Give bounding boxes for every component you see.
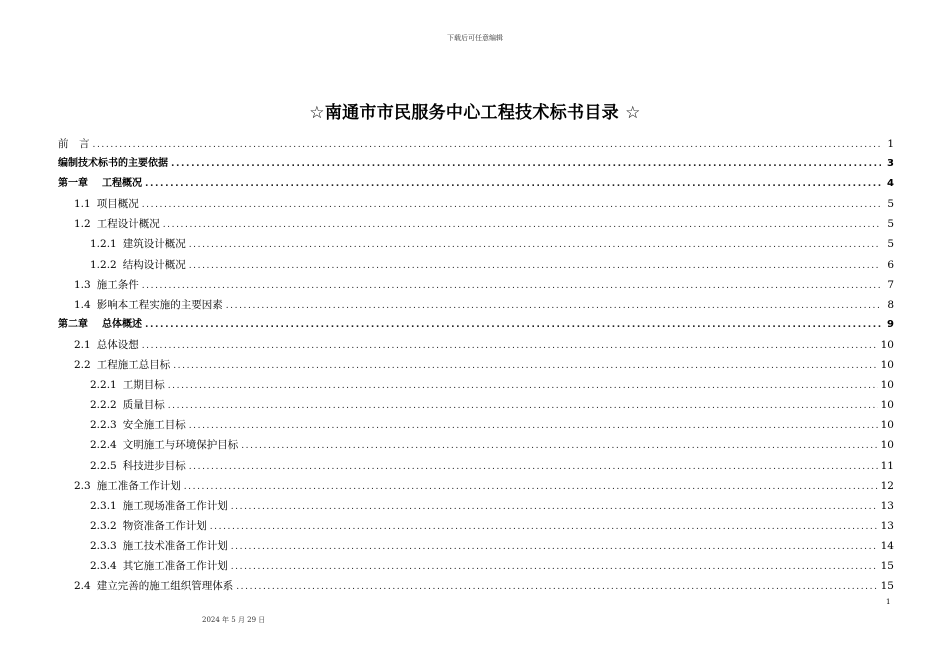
toc-entry-number: 1.2: [74, 218, 91, 231]
toc-entry-label: 质量目标: [122, 399, 165, 412]
header-note: 下载后可任意编辑: [447, 34, 503, 42]
toc-dot-leader: [145, 315, 881, 335]
toc-entry-page: 9: [887, 318, 894, 330]
toc-entry-number: 2.3: [74, 479, 91, 492]
toc-entry-page: 3: [887, 158, 894, 170]
toc-dot-leader: [163, 215, 881, 235]
toc-entry-label: 工程施工总目标: [96, 359, 171, 372]
toc-entry-label: 其它施工准备工作计划: [122, 559, 228, 572]
toc-entry-label: 工期目标: [122, 379, 165, 392]
toc-entry-number: 2.2.2: [90, 399, 117, 412]
toc-entry-number: 1.1: [74, 198, 91, 211]
toc-entry[interactable]: [58, 476, 894, 496]
toc-dot-leader: [189, 457, 878, 477]
toc-entry-page: 14: [880, 539, 894, 552]
toc-entry-number: 第二章: [58, 318, 88, 330]
toc-entry-page: 11: [880, 459, 894, 472]
toc-entry[interactable]: [58, 255, 894, 275]
toc-dot-leader: [171, 154, 881, 174]
toc-entry-label: 建立完善的施工组织管理体系: [96, 580, 234, 593]
toc-entry[interactable]: [58, 415, 894, 435]
toc-entry-page: 7: [887, 278, 894, 291]
toc-dot-leader: [168, 396, 878, 416]
document-title: ☆南通市市民服务中心工程技术标书目录 ☆: [309, 103, 641, 123]
toc-entry-label: 项目概况: [96, 198, 139, 211]
toc-entry-page: 5: [887, 218, 894, 231]
toc-entry-number: 1.2.1: [90, 238, 117, 251]
toc-entry-page: 10: [880, 379, 894, 392]
toc-entry[interactable]: [58, 456, 894, 476]
toc-entry[interactable]: [58, 375, 894, 395]
page-number: 1: [886, 598, 891, 606]
toc-entry[interactable]: [58, 536, 894, 556]
toc-dot-leader: [231, 537, 878, 557]
toc-dot-leader: [231, 557, 878, 577]
toc-entry-label: 施工现场准备工作计划: [122, 499, 228, 512]
toc-entry[interactable]: [58, 275, 894, 295]
toc-entry[interactable]: [58, 516, 894, 536]
toc-entry[interactable]: [58, 134, 894, 154]
toc-dot-leader: [93, 135, 882, 155]
toc-entry-page: 10: [880, 338, 894, 351]
toc-entry-page: 12: [880, 479, 894, 492]
toc-entry[interactable]: [58, 435, 894, 455]
toc-entry-number: 1.4: [74, 298, 91, 311]
toc-entry-label: 工程设计概况: [96, 218, 160, 231]
toc-dot-leader: [241, 436, 877, 456]
toc-entry-label: 物资准备工作计划: [122, 519, 207, 532]
toc-entry[interactable]: [58, 335, 894, 355]
toc-entry[interactable]: [58, 234, 894, 254]
toc-dot-leader: [189, 235, 881, 255]
toc-entry-number: 2.2.4: [90, 439, 117, 452]
toc-dot-leader: [142, 276, 881, 296]
toc-entry-page: 15: [880, 559, 894, 572]
toc-entry-number: 2.2.5: [90, 459, 117, 472]
toc-entry[interactable]: [58, 395, 894, 415]
toc-entry-label: 结构设计概况: [122, 258, 186, 271]
toc-entry[interactable]: [58, 194, 894, 214]
toc-entry[interactable]: [58, 576, 894, 596]
toc-entry-number: 2.2.1: [90, 379, 117, 392]
toc-dot-leader: [236, 577, 877, 597]
toc-entry[interactable]: [58, 556, 894, 576]
toc-dot-leader: [145, 174, 881, 194]
toc-entry-page: 10: [880, 399, 894, 412]
toc-entry-page: 8: [887, 298, 894, 311]
toc-entry-label: 安全施工目标: [122, 419, 186, 432]
toc-entry-label: 前 言: [58, 138, 90, 150]
toc-entry[interactable]: [58, 355, 894, 375]
toc-entry-number: 2.1: [74, 338, 91, 351]
toc-entry-number: 2.3.1: [90, 499, 117, 512]
toc-entry-number: 2.2: [74, 359, 91, 372]
toc-dot-leader: [142, 336, 878, 356]
toc-entry[interactable]: [58, 154, 894, 174]
toc-entry-label: 建筑设计概况: [122, 238, 186, 251]
toc-entry-number: 2.3.4: [90, 559, 117, 572]
toc-entry-label: 总体概述: [102, 318, 142, 330]
toc-dot-leader: [226, 296, 881, 316]
toc-entry[interactable]: [58, 295, 894, 315]
toc-entry-number: 2.3.2: [90, 519, 117, 532]
toc-dot-leader: [168, 376, 878, 396]
toc-entry-label: 工程概况: [102, 178, 142, 190]
toc-entry-page: 10: [880, 439, 894, 452]
toc-dot-leader: [184, 477, 878, 497]
toc-dot-leader: [173, 356, 877, 376]
table-of-contents: [58, 134, 894, 596]
toc-dot-leader: [142, 195, 881, 215]
toc-entry-label: 影响本工程实施的主要因素: [96, 298, 223, 311]
toc-entry-label: 施工技术准备工作计划: [122, 539, 228, 552]
toc-entry-label: 文明施工与环境保护目标: [122, 439, 239, 452]
toc-entry[interactable]: [58, 496, 894, 516]
toc-entry-label: 总体设想: [96, 338, 139, 351]
toc-entry[interactable]: [58, 315, 894, 335]
toc-entry-number: 2.3.3: [90, 539, 117, 552]
toc-entry-page: 10: [880, 419, 894, 432]
toc-entry-number: 2.4: [74, 580, 91, 593]
toc-entry[interactable]: [58, 174, 894, 194]
toc-entry-page: 1: [887, 138, 894, 150]
toc-dot-leader: [189, 256, 881, 276]
toc-dot-leader: [210, 517, 878, 537]
toc-dot-leader: [189, 416, 878, 436]
toc-entry-number: 2.2.3: [90, 419, 117, 432]
toc-entry-label: 编制技术标书的主要依据: [58, 158, 168, 170]
toc-entry-page: 10: [880, 359, 894, 372]
footer-date: 2024 年 5 月 29 日: [202, 616, 266, 624]
toc-dot-leader: [231, 497, 878, 517]
toc-entry-page: 5: [887, 198, 894, 211]
toc-entry-number: 1.3: [74, 278, 91, 291]
toc-entry-page: 5: [887, 238, 894, 251]
toc-entry-label: 施工准备工作计划: [96, 479, 181, 492]
toc-entry-page: 4: [887, 178, 894, 190]
toc-entry-label: 科技进步目标: [122, 459, 186, 472]
toc-entry-label: 施工条件: [96, 278, 139, 291]
toc-entry-page: 13: [880, 519, 894, 532]
toc-entry-page: 13: [880, 499, 894, 512]
toc-entry-page: 6: [887, 258, 894, 271]
toc-entry-page: 15: [880, 580, 894, 593]
toc-entry-number: 第一章: [58, 178, 88, 190]
toc-entry[interactable]: [58, 214, 894, 234]
toc-entry-number: 1.2.2: [90, 258, 117, 271]
